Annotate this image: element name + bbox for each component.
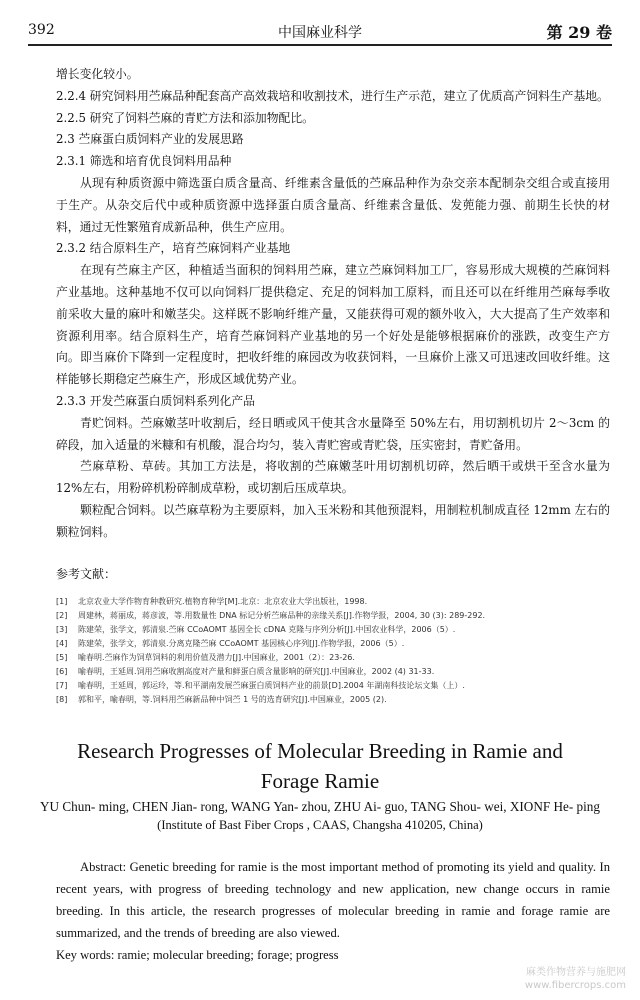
reference-item: [56, 623, 610, 637]
volume-label: 第 29 卷: [546, 23, 612, 42]
section-2-2-4: 2.2.4 研究饲料用苎麻品种配套高产高效栽培和收割技术，进行生产示范，建立了优质高产饲料生产基地。: [56, 88, 609, 103]
reference-text: 陈建荣，张学文，郭清泉.分离克隆苎麻 CCoAOMT 基因核心序列[J].作物学报，2006（5）.: [78, 639, 405, 649]
section-2-3-2-text: 在现有苎麻主产区，种植适当面积的饲料用苎麻，建立苎麻饲料加工厂，容易形成大规模的苎麻饲料产业基地。这种基地不仅可以向饲料厂提供稳定、充足的饲料加工原料，而且还可以在纤维用苎麻每季收前采收大量的麻叶和嫩茎尖。这样既不影响纤维产量，又能获得可观的额外收入，大大提高了生产效率和资源利用率。结合原料生产，培育苎麻饲料产业基地的另一个好处是能够根据麻价的涨跌，改变生产方向。即当麻价下降到一定程度时，把收纤维的麻园改为收获饲料，一旦麻价上涨又可迅速改回收纤维。这样能够长期稳定苎麻生产，形成区域优势产业。: [56, 263, 610, 387]
reference-item: [56, 609, 610, 623]
english-title-line: Research Progresses of Molecular Breeding in Ramie and: [77, 739, 563, 763]
section-2-3-heading: 2.3 苎麻蛋白质饲料产业的发展思路: [56, 132, 244, 147]
section-2-3-1-text: 从现有种质资源中筛选蛋白质含量高、纤维素含量低的苎麻品种作为杂交亲本配制杂交组合或直接用于生产。从杂交后代中或种质资源中选择蛋白质含量高、纤维素含量低、发蔸能力强、前期生长快的材料，通过无性繁殖育成新品种，供生产应用。: [56, 175, 610, 234]
pellet-feed-paragraph: 颗粒配合饲料。以苎麻草粉为主要原料，加入玉米粉和其他预混料，用制粒机制成直径 12mm 左右的颗粒饲料。: [56, 502, 610, 539]
page-number: 392: [28, 22, 55, 38]
english-authors: YU Chun- ming, CHEN Jian- rong, WANG Yan- zhou, ZHU Ai- guo, TANG Shou- wei, XIONF He- ping: [40, 799, 600, 814]
watermark-line: www.fibercrops.com: [524, 980, 626, 991]
reference-text: 北京农业大学作物育种教研究.植物育种学[M].北京：北京农业大学出版社，1998.: [78, 597, 368, 607]
english-title-line: Forage Ramie: [260, 769, 380, 793]
references-title: 参考文献：: [56, 566, 117, 581]
reference-number: [7]: [56, 681, 68, 691]
english-abstract: [56, 856, 610, 966]
watermark-line: 麻类作物营养与施肥网: [526, 967, 626, 978]
reference-text: 喻春明，王延周.饲用苎麻收割高度对产量和鲜蛋白质含量影响的研究[J].中国麻业，2002 (4) 31-33.: [78, 667, 435, 677]
reference-number: [8]: [56, 695, 68, 705]
article-body: [56, 64, 610, 707]
silage-paragraph: 青贮饲料。苎麻嫩茎叶收割后，经日晒或风干使其含水量降至 50%左右，用切割机切片 2～3cm 的碎段，加入适量的米糠和有机酸，混合均匀，装入青贮窖或青贮袋，压实密封，青贮备用。: [56, 415, 610, 452]
reference-number: [2]: [56, 611, 68, 621]
page-header: [28, 18, 612, 46]
paragraph: 增长变化较小。: [56, 67, 139, 81]
reference-list: [56, 595, 610, 707]
abstract-text: Abstract: Genetic breeding for ramie is the most important method of promoting its yield and quality. In recent years, with progress of breeding technology and new application, new change occurs in ramie breeding. In this article, the research progresses of molecular breeding in ramie and forage ramie are summarized, and the trends of breeding are also viewed.: [56, 860, 610, 940]
grass-meal-paragraph: 苎麻草粉、草砖。其加工方法是，将收割的苎麻嫩茎叶用切割机切碎，然后晒干或烘干至含水量为 12%左右，用粉碎机粉碎制成草粉，或切割后压成草块。: [56, 459, 610, 496]
reference-number: [1]: [56, 597, 68, 607]
reference-item: [56, 595, 610, 609]
reference-item: [56, 651, 610, 665]
reference-item: [56, 665, 610, 679]
section-2-3-2-heading: 2.3.2 结合原料生产，培育苎麻饲料产业基地: [56, 241, 291, 256]
reference-text: 陈建荣，张学文，郭清泉.苎麻 CCoAOMT 基因全长 cDNA 克隆与序列分析[J].中国农业科学，2006（5）.: [78, 625, 456, 635]
reference-item: [56, 679, 610, 693]
reference-text: 喻春明.苎麻作为饲草饲料的利用价值及潜力[J].中国麻业，2001（2）：23-26.: [78, 653, 355, 663]
reference-number: [3]: [56, 625, 68, 635]
keywords: Key words: ramie; molecular breeding; forage; progress: [56, 948, 339, 962]
site-watermark: [525, 966, 626, 992]
reference-text: 郭和平，喻春明，等.饲料用苎麻新品种中饲苎 1 号的选育研究[J].中国麻业，2005 (2).: [78, 695, 387, 705]
reference-text: 周建林，蒋丽成，蒋彦波，等.用数量性 DNA 标记分析苎麻品种的亲缘关系[J].作物学报，2004, 30 (3): 289-292.: [78, 611, 486, 621]
section-2-3-1-heading: 2.3.1 筛选和培育优良饲料用品种: [56, 154, 232, 169]
section-2-2-5: 2.2.5 研究了饲料苎麻的青贮方法和添加物配比。: [56, 110, 314, 125]
reference-number: [5]: [56, 653, 68, 663]
journal-name: 中国麻业科学: [278, 25, 362, 41]
reference-number: [6]: [56, 667, 68, 677]
english-affiliation: (Institute of Bast Fiber Crops , CAAS, Changsha 410205, China): [157, 818, 483, 832]
reference-item: [56, 637, 610, 651]
reference-item: [56, 693, 610, 707]
reference-number: [4]: [56, 639, 68, 649]
english-title: [30, 736, 610, 796]
reference-text: 喻春明，王延周，郭运玲，等.和平湖南发展苎麻蛋白质饲料产业的前景[D].2004 年湖南科技论坛文集（上）.: [78, 681, 465, 691]
section-2-3-3-heading: 2.3.3 开发苎麻蛋白质饲料系列化产品: [56, 393, 255, 408]
